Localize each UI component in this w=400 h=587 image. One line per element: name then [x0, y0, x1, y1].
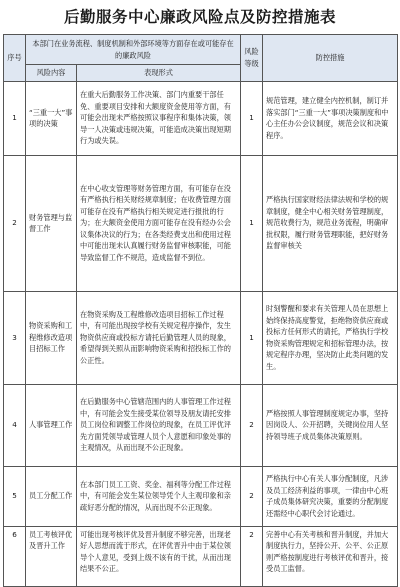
control-measure: 完善中心有关考核和晋升制度，并加大制度执行力，坚持公开、公平、公正原则严格按制度进行考核评优和晋升，接受员工监督。	[263, 526, 398, 586]
risk-manifestation: 在中心收支管理等财务管理方面，有可能存在没有严格执行相关财经规章制度；在收费管理方面可能存在没有严格执行相关规定进行报批的行为；在大额资金使用方面可能存在没有经办公会议集体决议的行为；在各类经费支出和使用过程中可能出现未认真履行财务监督审核职能，可能导致监督工作不规范，造成监督不到位。	[77, 155, 241, 291]
risk-manifestation: 在物资采购及工程维修改造项目招标工作过程中，有可能出现按学校有关规定程序操作，发生物资供应商或投标方请托后勤管理人员的现象，希望得到关照从而影响物资采购和招投标工作的公正性。	[77, 291, 241, 384]
table-row	[4, 384, 398, 466]
row-number: 6	[4, 526, 26, 586]
row-number: 5	[4, 466, 26, 526]
risk-manifestation: 在本部门员工工资、奖金、福利等分配工作过程中，有可能会发生某位领导凭个人主观印象和亲疏好恶分配的情况，从而出现不公正现象。	[77, 466, 241, 526]
risk-level: 2	[241, 526, 263, 586]
row-number: 3	[4, 291, 26, 384]
header-manifestation: 表现形式	[77, 65, 241, 82]
header-risk-content: 风险内容	[26, 65, 77, 82]
risk-level: 2	[241, 466, 263, 526]
risk-content: “三重一大”事项的决策	[26, 81, 77, 155]
risk-level: 1	[241, 291, 263, 384]
document-title: 后勤服务中心廉政风险点及防控措施表	[63, 8, 336, 26]
table-row	[4, 291, 398, 384]
risk-level: 1	[241, 81, 263, 155]
control-measure: 时刻警醒和要求有关管理人员在思想上始终保持高度警觉，拒绝物资供应商或投标方任何形式的请托，严格执行学校物资采购管理规定和招标管理办法，按规定程序办理，坚决防止此类问题的发生。	[263, 291, 398, 384]
risk-content: 人事管理工作	[26, 384, 77, 466]
table-row	[4, 526, 398, 586]
row-number: 1	[4, 81, 26, 155]
header-group: 本部门在业务流程、制度机制和外部环境等方面存在或可能存在的廉政风险	[26, 35, 241, 65]
control-measure: 严格执行国家财经法律法规和学校的规章制度，健全中心相关财务管理制度，规范收费行为，规范业务流程，明确审批权限，履行财务管理职能，把好财务监督审核关	[263, 155, 398, 291]
row-number: 4	[4, 384, 26, 466]
table-row	[4, 81, 398, 155]
table-row	[4, 155, 398, 291]
risk-manifestation: 在后勤服务中心管辖范围内的人事管理工作过程中，有可能会发生接受某位领导及朋友请托安排员工岗位和调整工作岗位的现象，在员工评优评先方面凭领导或管理人员个人意愿和印象处事的主观情况，从而出现不公正现象。	[77, 384, 241, 466]
risk-content: 财务管理与监督工作	[26, 155, 77, 291]
risk-table	[3, 34, 398, 587]
risk-level: 2	[241, 384, 263, 466]
risk-content: 员工分配工作	[26, 466, 77, 526]
risk-content: 员工考核评优及晋升工作	[26, 526, 77, 586]
risk-manifestation: 在重大后勤服务工作决策、部门内重要干部任免、重要项目安排和大额度资金使用等方面，有可能会出现未严格按照议事程序和集体决策，领导一人决策或违规决策，可能造成决策出现短期行为或失误。	[77, 81, 241, 155]
header-seq: 序号	[4, 35, 26, 82]
table-row	[4, 466, 398, 526]
header-measures: 防控措施	[263, 35, 398, 82]
risk-manifestation: 可能出现考核评优及晋升制度不够完善，出现老好人思想而流于形式，在评优晋升中由于某位领导个人意见，受到上级不该有的干扰，从而出现结果不公正。	[77, 526, 241, 586]
control-measure: 严格执行中心有关人事分配制度，凡涉及员工经济利益的事项，一律由中心班子成员集体研究决策，重要的分配制度还需经中心职代会讨论通过。	[263, 466, 398, 526]
control-measure: 严格按照人事管理制度规定办事，坚持因岗设人、公开招聘，关键岗位用人坚持领导班子成员集体决策原则。	[263, 384, 398, 466]
risk-content: 物资采购和工程维修改造项目招标工作	[26, 291, 77, 384]
risk-level: 1	[241, 155, 263, 291]
control-measure: 规范管理，建立健全内控机制，制订并落实部门“三重一大”事项决策制度和中心主任办公会议制度，规范会议和决策程序。	[263, 81, 398, 155]
row-number: 2	[4, 155, 26, 291]
header-level: 风险等级	[241, 35, 263, 82]
